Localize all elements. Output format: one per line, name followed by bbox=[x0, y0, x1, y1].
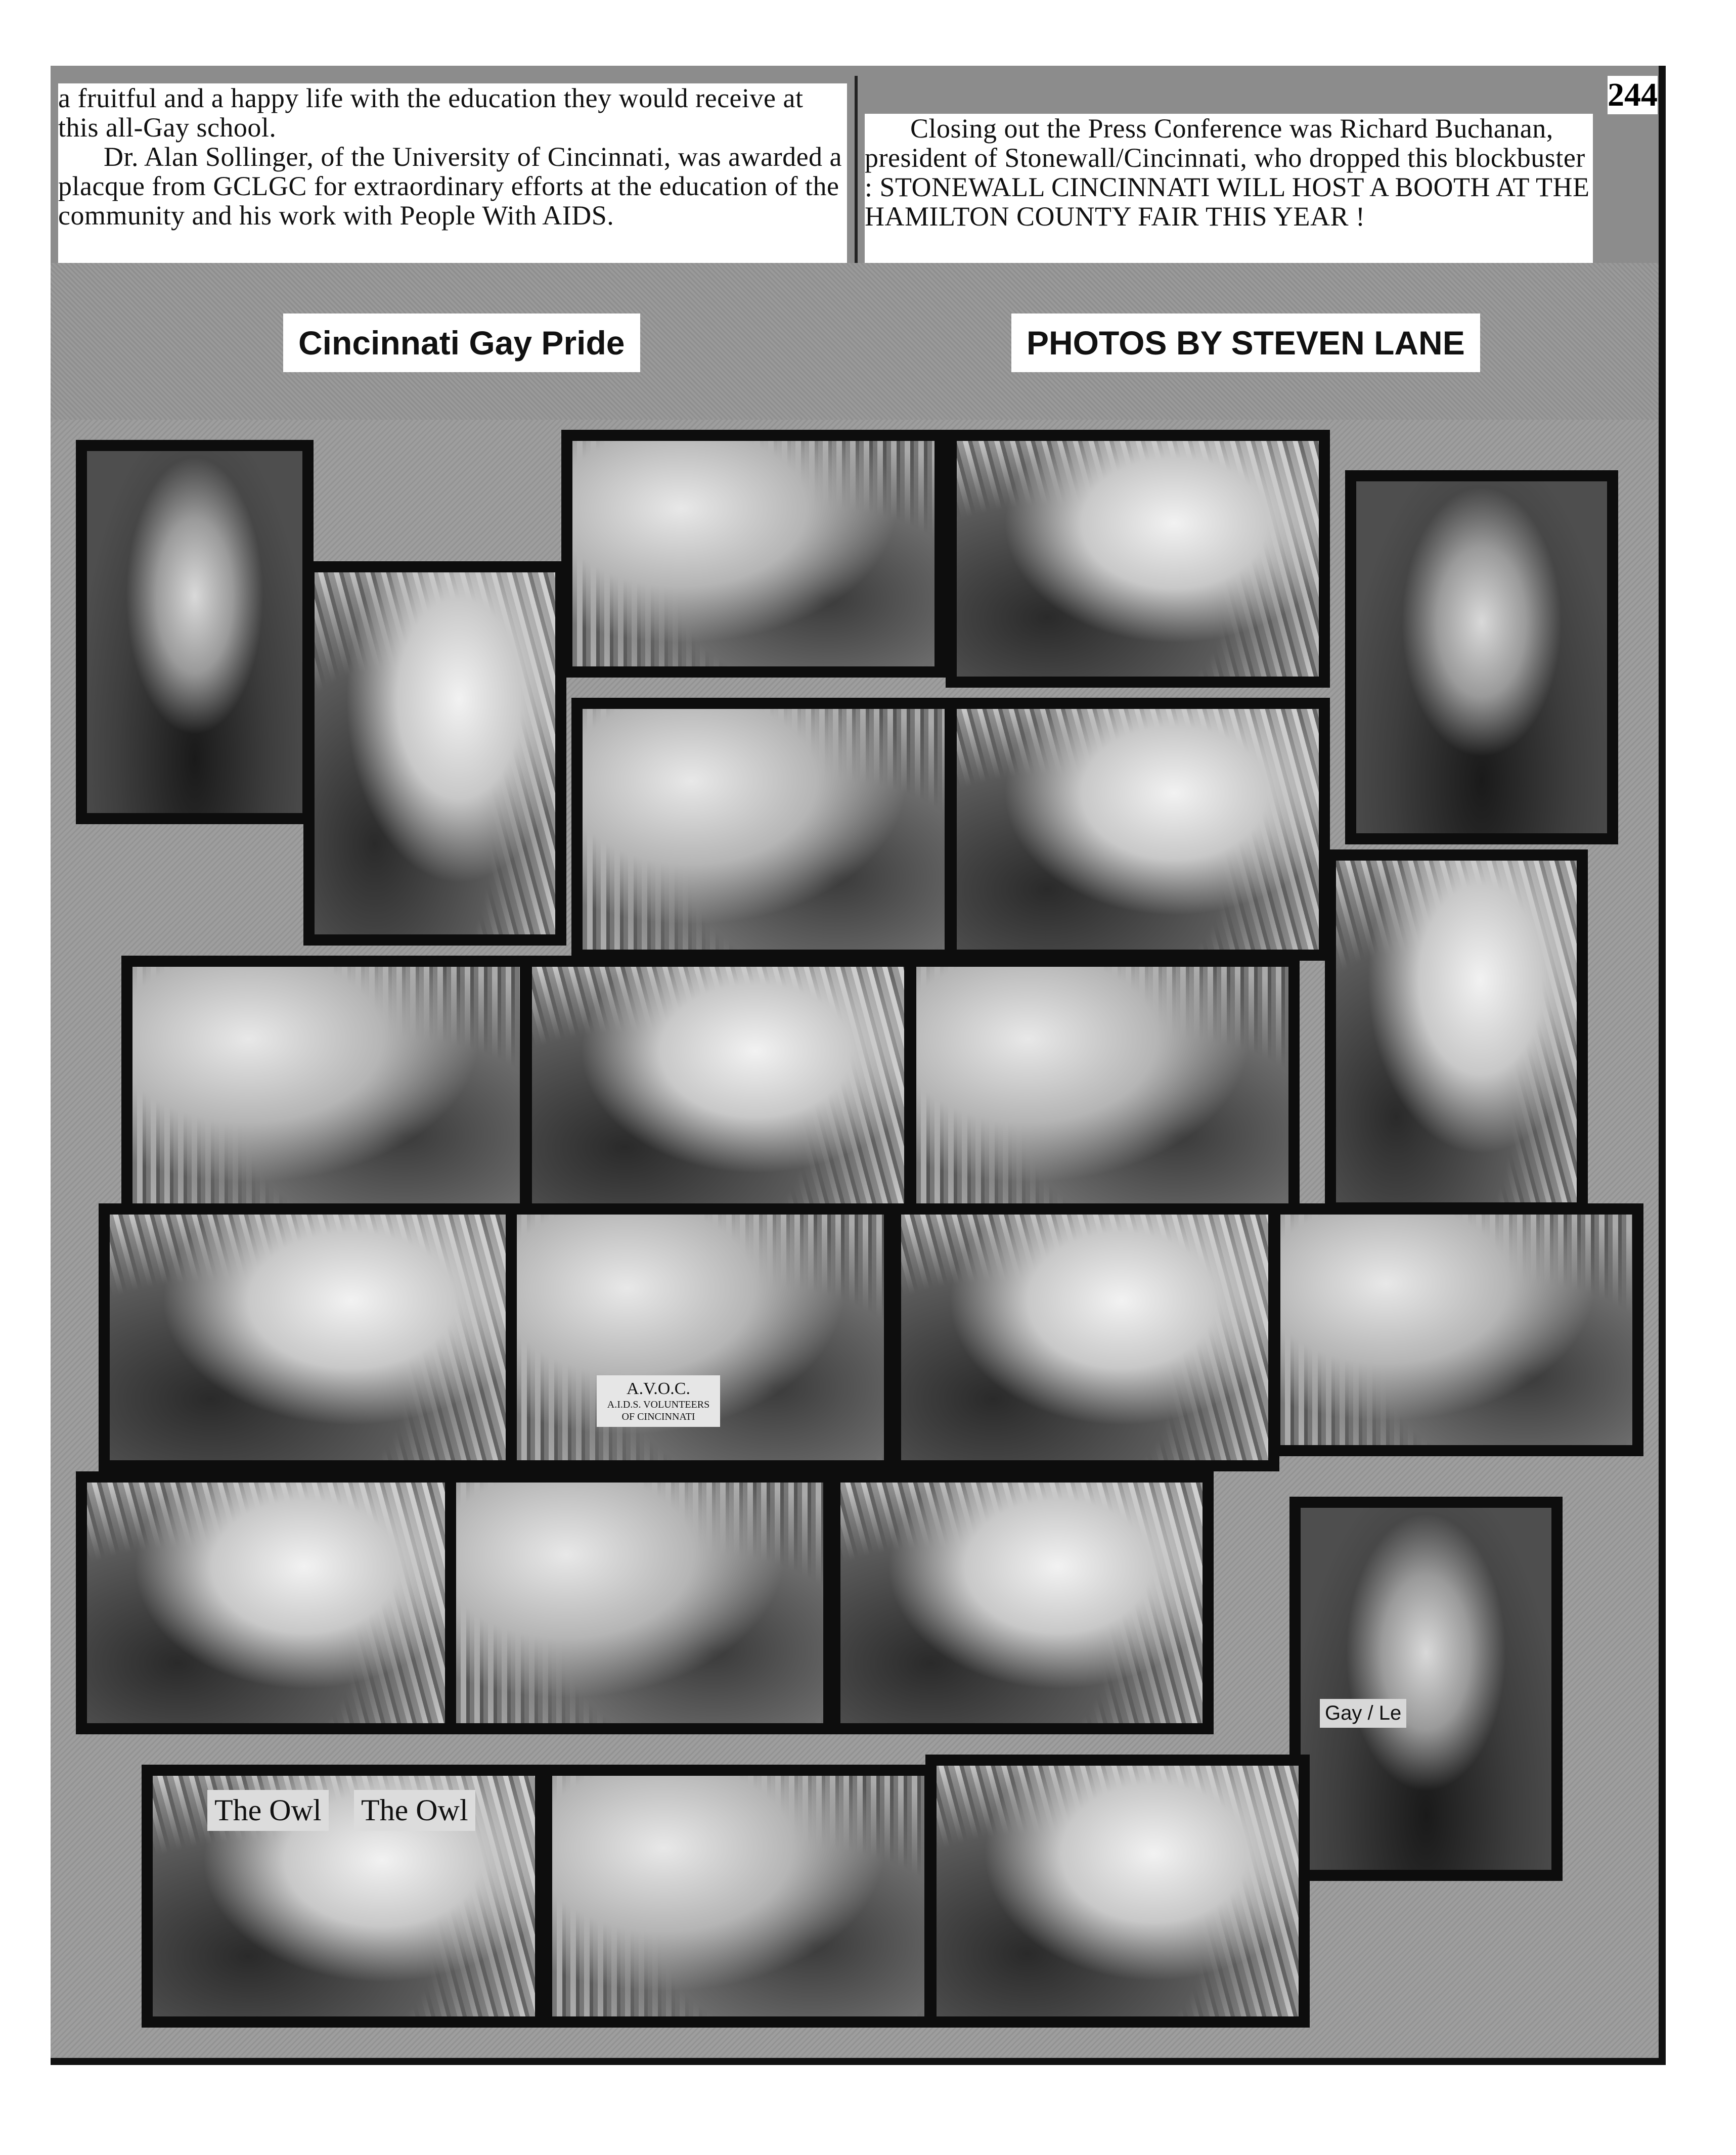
photo-speaker-microphone bbox=[1345, 470, 1618, 844]
owl-sign-1: The Owl bbox=[207, 1790, 329, 1831]
photo-crowd-banner bbox=[1269, 1203, 1643, 1456]
avoc-sign-subtitle: A.I.D.S. VOLUNTEERS OF CINCINNATI bbox=[607, 1399, 710, 1422]
photo-plaza-marchers bbox=[829, 1471, 1214, 1734]
photo-marchers-sidewalk bbox=[121, 956, 531, 1219]
photo-police-officers-line bbox=[541, 1765, 936, 2028]
photo-marchers-street bbox=[521, 956, 915, 1219]
avoc-sign bbox=[597, 1375, 720, 1427]
photo-speaker-podium bbox=[1289, 1497, 1563, 1881]
photo-parade-flag-street bbox=[561, 430, 946, 678]
photo-man-with-flag bbox=[303, 561, 566, 946]
podium-sign-text: Gay / Le bbox=[1320, 1699, 1406, 1728]
photo-avoc-banner-balloons bbox=[506, 1203, 895, 1471]
owl-sign-2: The Owl bbox=[354, 1790, 475, 1831]
photo-crowd-signs bbox=[890, 1203, 1279, 1471]
left-paragraph-2: Dr. Alan Sollinger, of the University of Cincinnati, was awarded a placque from GCLGC for extraordinary efforts at the education of the community and his work with People With AIDS. bbox=[58, 142, 842, 231]
right-text-column bbox=[865, 114, 1593, 263]
photo-avoc-marchers-street bbox=[99, 1203, 523, 1471]
left-paragraph-1: a fruitful and a happy life with the education they would receive at this all-Gay school. bbox=[58, 83, 804, 143]
credit-label: PHOTOS BY STEVEN LANE bbox=[1011, 313, 1480, 372]
title-label: Cincinnati Gay Pride bbox=[283, 313, 640, 372]
left-text-column bbox=[58, 83, 847, 263]
photo-street-parade-buildings bbox=[445, 1471, 834, 1734]
photo-the-owl-group bbox=[142, 1765, 546, 2028]
photo-marchers-banners bbox=[946, 430, 1330, 688]
right-paragraph-1: Closing out the Press Conference was Richard Buchanan, president of Stonewall/Cincinnati, who dropped this blockbuster : STONEWALL CINCINNATI WILL HOST A BOOTH AT THE HAMILTON COUNTY FAIR THIS YEAR ! bbox=[865, 114, 1590, 232]
photo-fountain-statue bbox=[1325, 849, 1588, 1214]
photo-police-officers-close bbox=[925, 1755, 1310, 2028]
photo-crowd-balloons bbox=[571, 698, 956, 961]
photo-crowd-plaza bbox=[946, 698, 1330, 961]
photo-street-parade-wide bbox=[76, 1471, 460, 1734]
photo-portrait-man-glasses bbox=[76, 440, 314, 824]
page-number: 244 bbox=[1608, 76, 1658, 113]
photo-plaza-crowd-sign bbox=[905, 956, 1300, 1219]
avoc-sign-title: A.V.O.C. bbox=[627, 1379, 690, 1398]
column-divider bbox=[855, 76, 858, 268]
